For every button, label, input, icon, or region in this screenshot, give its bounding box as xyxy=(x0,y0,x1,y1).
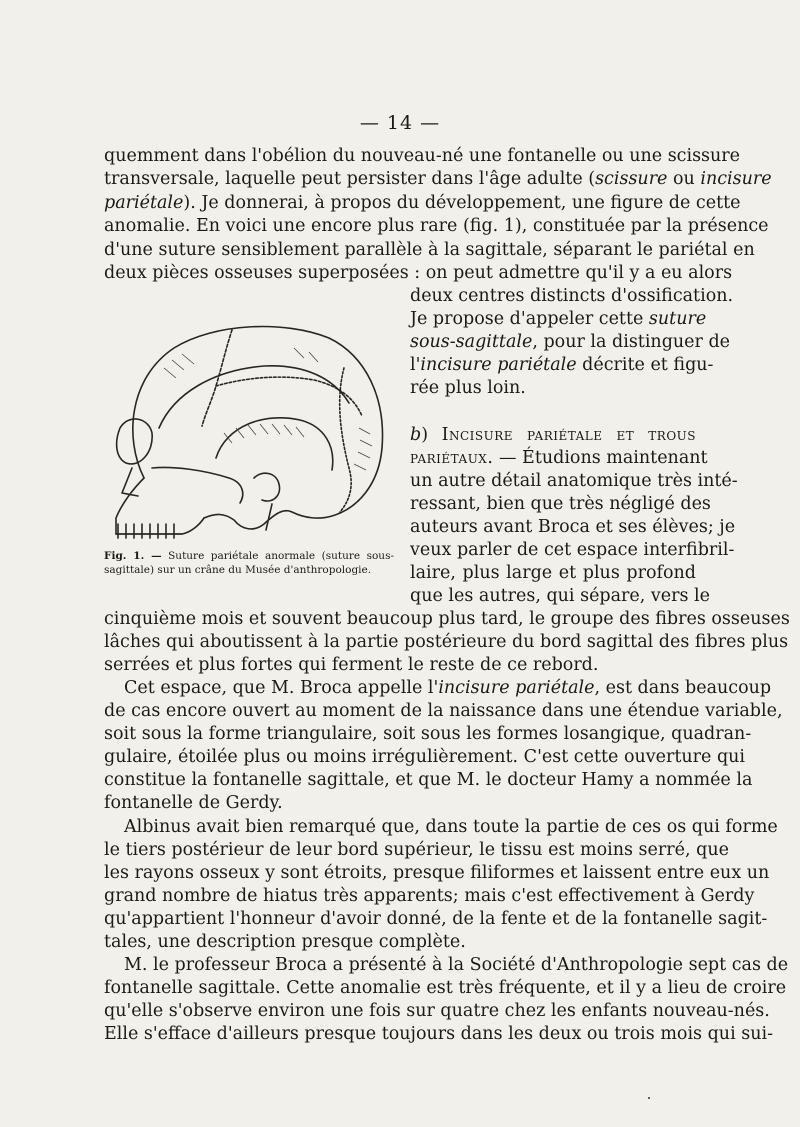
text-line: Elle s'efface d'ailleurs presque toujours dans les deux ou trois mois qui sui- xyxy=(104,1024,773,1044)
text-line: soit sous la forme triangulaire, soit sous les formes losangique, quadran- xyxy=(104,724,752,744)
text-line: de cas encore ouvert au moment de la naissance dans une étendue variable, xyxy=(104,701,783,721)
text-line: les rayons osseux y sont étroits, presque filiformes et laissent entre eux un xyxy=(104,863,770,883)
section-heading: b) Incisure pariétale et trous xyxy=(410,425,696,445)
skull-illustration xyxy=(104,308,394,543)
skull-figure xyxy=(104,308,394,543)
text-line: Cet espace, que M. Broca appelle l'incisure pariétale, est dans beaucoup xyxy=(124,678,772,698)
text-line: Albinus avait bien remarqué que, dans toute la partie de ces os qui forme xyxy=(124,817,778,837)
text-line: d'une suture sensiblement parallèle à la sagittale, séparant le pariétal en xyxy=(104,240,755,260)
text-line: rée plus loin. xyxy=(410,378,526,398)
text-line: pariétale). Je donnerai, à propos du développement, une figure de cette xyxy=(104,193,741,213)
text-line: laire, plus large et plus profond xyxy=(410,563,696,583)
text-line: qu'appartient l'honneur d'avoir donné, de la fente et de la fontanelle sagit- xyxy=(104,909,768,929)
text-line: M. le professeur Broca a présenté à la Société d'Anthropologie sept cas de xyxy=(124,955,789,975)
text-line: grand nombre de hiatus très apparents; mais c'est effectivement à Gerdy xyxy=(104,886,755,906)
text-line: lâches qui aboutissent à la partie postérieure du bord sagittal des fibres plus xyxy=(104,632,789,652)
text-line: ressant, bien que très négligé des xyxy=(410,494,711,514)
text-line: deux centres distincts d'ossification. xyxy=(410,286,734,306)
text-line: qu'elle s'observe environ une fois sur quatre chez les enfants nouveau-nés. xyxy=(104,1001,770,1021)
text-line: l'incisure pariétale décrite et figu- xyxy=(410,355,714,375)
text-line: constitue la fontanelle sagittale, et que M. le docteur Hamy a nommée la xyxy=(104,770,753,790)
page-speck xyxy=(648,1097,650,1099)
text-line: auteurs avant Broca et ses élèves; je xyxy=(410,517,736,537)
text-line: que les autres, qui sépare, vers le xyxy=(410,586,711,606)
text-line: anomalie. En voici une encore plus rare (fig. 1), constituée par la présence xyxy=(104,216,769,236)
text-line: gulaire, étoilée plus ou moins irrégulièrement. C'est cette ouverture qui xyxy=(104,747,746,767)
text-line: fontanelle de Gerdy. xyxy=(104,793,283,813)
figure-caption: Fig. 1. — Suture pariétale anormale (suture sous-sagittale) sur un crâne du Musée d'anthropologie. xyxy=(104,550,395,576)
text-line: pariétaux. — Étudions maintenant xyxy=(410,448,708,468)
text-line: transversale, laquelle peut persister dans l'âge adulte (scissure ou incisure xyxy=(104,169,772,189)
text-line: tales, une description presque complète. xyxy=(104,932,466,952)
text-line: sous-sagittale, pour la distinguer de xyxy=(410,332,731,352)
text-line: quemment dans l'obélion du nouveau-né une fontanelle ou une scissure xyxy=(104,146,741,166)
text-line: le tiers postérieur de leur bord supérieur, le tissu est moins serré, que xyxy=(104,840,729,860)
text-line: veux parler de cet espace interfibril- xyxy=(410,540,735,560)
text-line: fontanelle sagittale. Cette anomalie est très fréquente, et il y a lieu de croire xyxy=(104,978,787,998)
page-number: — 14 — xyxy=(359,112,441,134)
text-line: un autre détail anatomique très inté- xyxy=(410,471,738,491)
text-line: cinquième mois et souvent beaucoup plus tard, le groupe des fibres osseuses xyxy=(104,609,790,629)
text-line: deux pièces osseuses superposées : on peut admettre qu'il y a eu alors xyxy=(104,263,733,283)
text-line: serrées et plus fortes qui ferment le reste de ce rebord. xyxy=(104,655,599,675)
text-line: Je propose d'appeler cette suture xyxy=(410,309,707,329)
